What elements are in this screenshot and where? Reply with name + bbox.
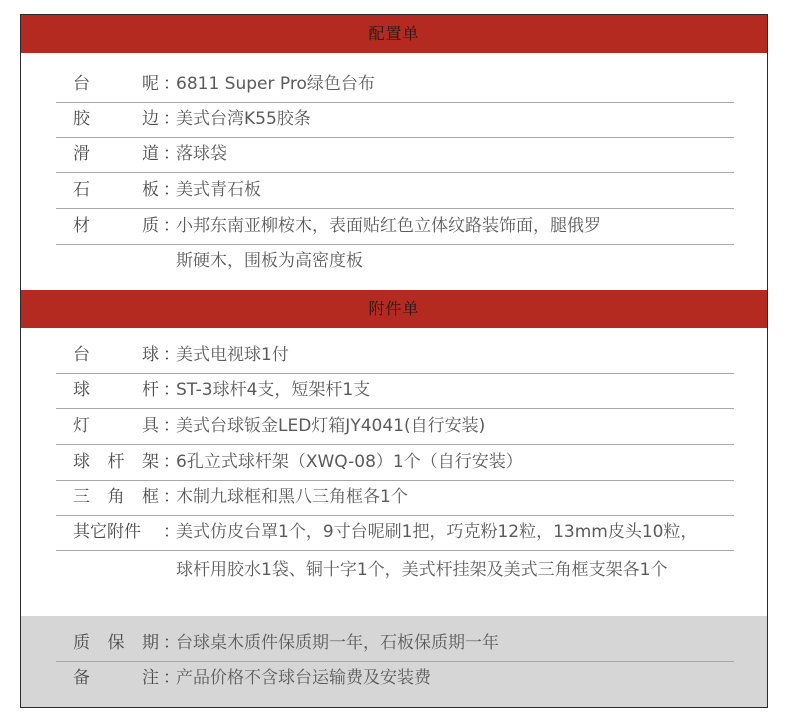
row-value: 产品价格不含球台运输费及安装费	[176, 668, 431, 688]
spec-sheet	[20, 14, 768, 708]
footer-row-note: 备 注 ： 产品价格不含球台运输费及安装费	[56, 661, 734, 696]
row-label: 滑 道	[73, 144, 159, 164]
config-row-slate: 石 板 ： 美式青石板	[56, 173, 734, 209]
row-value: 木制九球框和黑八三角框各1个	[176, 487, 408, 507]
row-value: 美式台湾K55胶条	[176, 109, 311, 129]
config-row-chute: 滑 道 ： 落球袋	[56, 137, 734, 173]
acc-row-others-cont	[56, 553, 734, 588]
config-header	[21, 15, 767, 53]
config-title: 配置单	[368, 24, 420, 43]
row-value: 美式仿皮台罩1个，9寸台呢刷1把，巧克粉12粒，13mm皮头10粒，	[176, 522, 698, 542]
row-label: 台 球	[73, 345, 159, 365]
acc-row-others: 其它附件 ： 美式仿皮台罩1个，9寸台呢刷1把，巧克粉12粒，13mm皮头10粒，	[56, 515, 734, 551]
acc-row-balls: 台 球 ： 美式电视球1付	[56, 338, 734, 374]
row-label: 石 板	[73, 180, 159, 200]
row-label: 胶 边	[73, 109, 159, 129]
row-label: 其它附件	[73, 522, 141, 542]
row-value: 美式台球钣金LED灯箱JY4041(自行安装)	[176, 416, 486, 436]
config-row-material-cont	[56, 244, 734, 279]
row-label: 球 杆	[73, 380, 159, 400]
row-value: 美式电视球1付	[176, 345, 289, 365]
row-value: 台球桌木质件保质期一年，石板保质期一年	[176, 633, 499, 653]
config-row-rubber: 胶 边 ： 美式台湾K55胶条	[56, 102, 734, 138]
accessories-header	[21, 290, 767, 328]
row-label: 球 杆 架	[73, 452, 159, 472]
config-row-material: 材 质 ： 小邦东南亚柳桉木，表面贴红色立体纹路装饰面，腿俄罗	[56, 209, 734, 245]
row-label: 材 质	[73, 216, 159, 236]
acc-row-cues: 球 杆 ： ST-3球杆4支，短架杆1支	[56, 373, 734, 409]
row-label: 三 角 框	[73, 487, 159, 507]
acc-row-lamp: 灯 具 ： 美式台球钣金LED灯箱JY4041(自行安装)	[56, 409, 734, 445]
row-value: 球杆用胶水1袋、铜十字1个，美式杆挂架及美式三角框支架各1个	[176, 560, 668, 580]
accessories-title: 附件单	[368, 299, 420, 318]
acc-row-cue-rack: 球 杆 架 ： 6孔立式球杆架（XWQ-08）1个（自行安装）	[56, 445, 734, 481]
row-value: 斯硬木，围板为高密度板	[176, 251, 363, 271]
row-value: 6811 Super Pro绿色台布	[176, 74, 375, 94]
row-label: 质 保 期	[73, 633, 159, 653]
row-label: 备 注	[73, 668, 159, 688]
row-value: 美式青石板	[176, 180, 261, 200]
config-row-cloth: 台 呢 ： 6811 Super Pro绿色台布	[56, 67, 734, 103]
row-value: ST-3球杆4支，短架杆1支	[176, 380, 371, 400]
acc-row-triangle: 三 角 框 ： 木制九球框和黑八三角框各1个	[56, 480, 734, 516]
footer-row-warranty: 质 保 期 ： 台球桌木质件保质期一年，石板保质期一年	[56, 626, 734, 662]
row-value: 6孔立式球杆架（XWQ-08）1个（自行安装）	[176, 452, 523, 472]
row-value: 落球袋	[176, 144, 227, 164]
row-label: 灯 具	[73, 416, 159, 436]
row-value: 小邦东南亚柳桉木，表面贴红色立体纹路装饰面，腿俄罗	[176, 216, 601, 236]
row-label: 台 呢	[73, 74, 159, 94]
